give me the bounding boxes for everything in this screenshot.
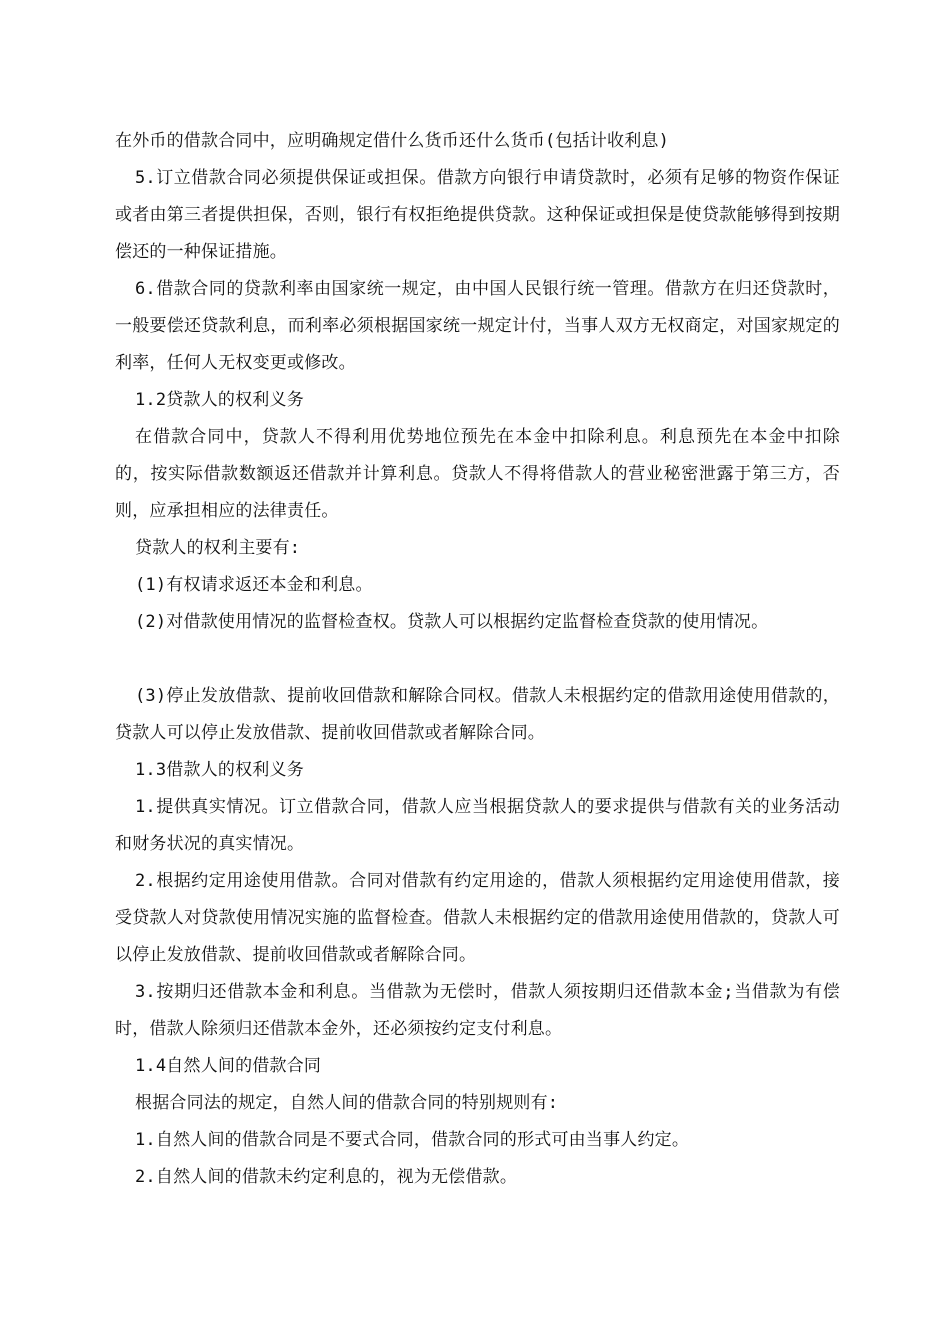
paragraph-borrower-duty-2: 2.根据约定用途使用借款。合同对借款有约定用途的，借款人须根据约定用途使用借款，接受贷款人对贷款使用情况实施的监督检查。借款人未根据约定的借款用途使用借款的，贷款人可以停止发放借款、提前收回借款或者解除合同。 bbox=[115, 871, 840, 965]
paragraph-guarantee: 5.订立借款合同必须提供保证或担保。借款方向银行申请贷款时，必须有足够的物资作保证或者由第三者提供担保，否则，银行有权拒绝提供贷款。这种保证或担保是使贷款能够得到按期偿还的一种保证措施。 bbox=[115, 168, 840, 262]
list-item-right-2: (2)对借款使用情况的监督检查权。贷款人可以根据约定监督检查贷款的使用情况。 bbox=[135, 612, 769, 632]
section-heading-lender-rights: 1.2贷款人的权利义务 bbox=[135, 390, 304, 410]
section-heading-borrower-rights: 1.3借款人的权利义务 bbox=[135, 760, 304, 780]
paragraph-natural-persons-intro: 根据合同法的规定，自然人间的借款合同的特别规则有: bbox=[135, 1093, 559, 1113]
list-item-right-3: (3)停止发放借款、提前收回借款和解除合同权。借款人未根据约定的借款用途使用借款的，贷款人可以停止发放借款、提前收回借款或者解除合同。 bbox=[115, 686, 840, 743]
paragraph-foreign-currency: 在外币的借款合同中，应明确规定借什么货币还什么货币(包括计收利息) bbox=[115, 131, 670, 151]
blank-line bbox=[115, 641, 840, 678]
list-item-rule-1: 1.自然人间的借款合同是不要式合同，借款合同的形式可由当事人约定。 bbox=[135, 1130, 690, 1150]
list-item-rule-2: 2.自然人间的借款未约定利息的，视为无偿借款。 bbox=[135, 1167, 518, 1187]
paragraph-borrower-duty-1: 1.提供真实情况。订立借款合同，借款人应当根据贷款人的要求提供与借款有关的业务活动和财务状况的真实情况。 bbox=[115, 797, 840, 854]
document-body bbox=[115, 123, 840, 1196]
paragraph-interest-rate: 6.借款合同的贷款利率由国家统一规定，由中国人民银行统一管理。借款方在归还贷款时，一般要偿还贷款利息，而利率必须根据国家统一规定计付，当事人双方无权商定，对国家规定的利率，任何人无权变更或修改。 bbox=[115, 279, 840, 373]
paragraph-lender-obligations: 在借款合同中，贷款人不得利用优势地位预先在本金中扣除利息。利息预先在本金中扣除的，按实际借款数额返还借款并计算利息。贷款人不得将借款人的营业秘密泄露于第三方，否则，应承担相应的法律责任。 bbox=[115, 427, 840, 521]
paragraph-lender-rights-intro: 贷款人的权利主要有: bbox=[135, 538, 301, 558]
section-heading-natural-persons: 1.4自然人间的借款合同 bbox=[135, 1056, 322, 1076]
paragraph-borrower-duty-3: 3.按期归还借款本金和利息。当借款为无偿时，借款人须按期归还借款本金;当借款为有偿时，借款人除须归还借款本金外，还必须按约定支付利息。 bbox=[115, 982, 840, 1039]
list-item-right-1: (1)有权请求返还本金和利息。 bbox=[135, 575, 373, 595]
